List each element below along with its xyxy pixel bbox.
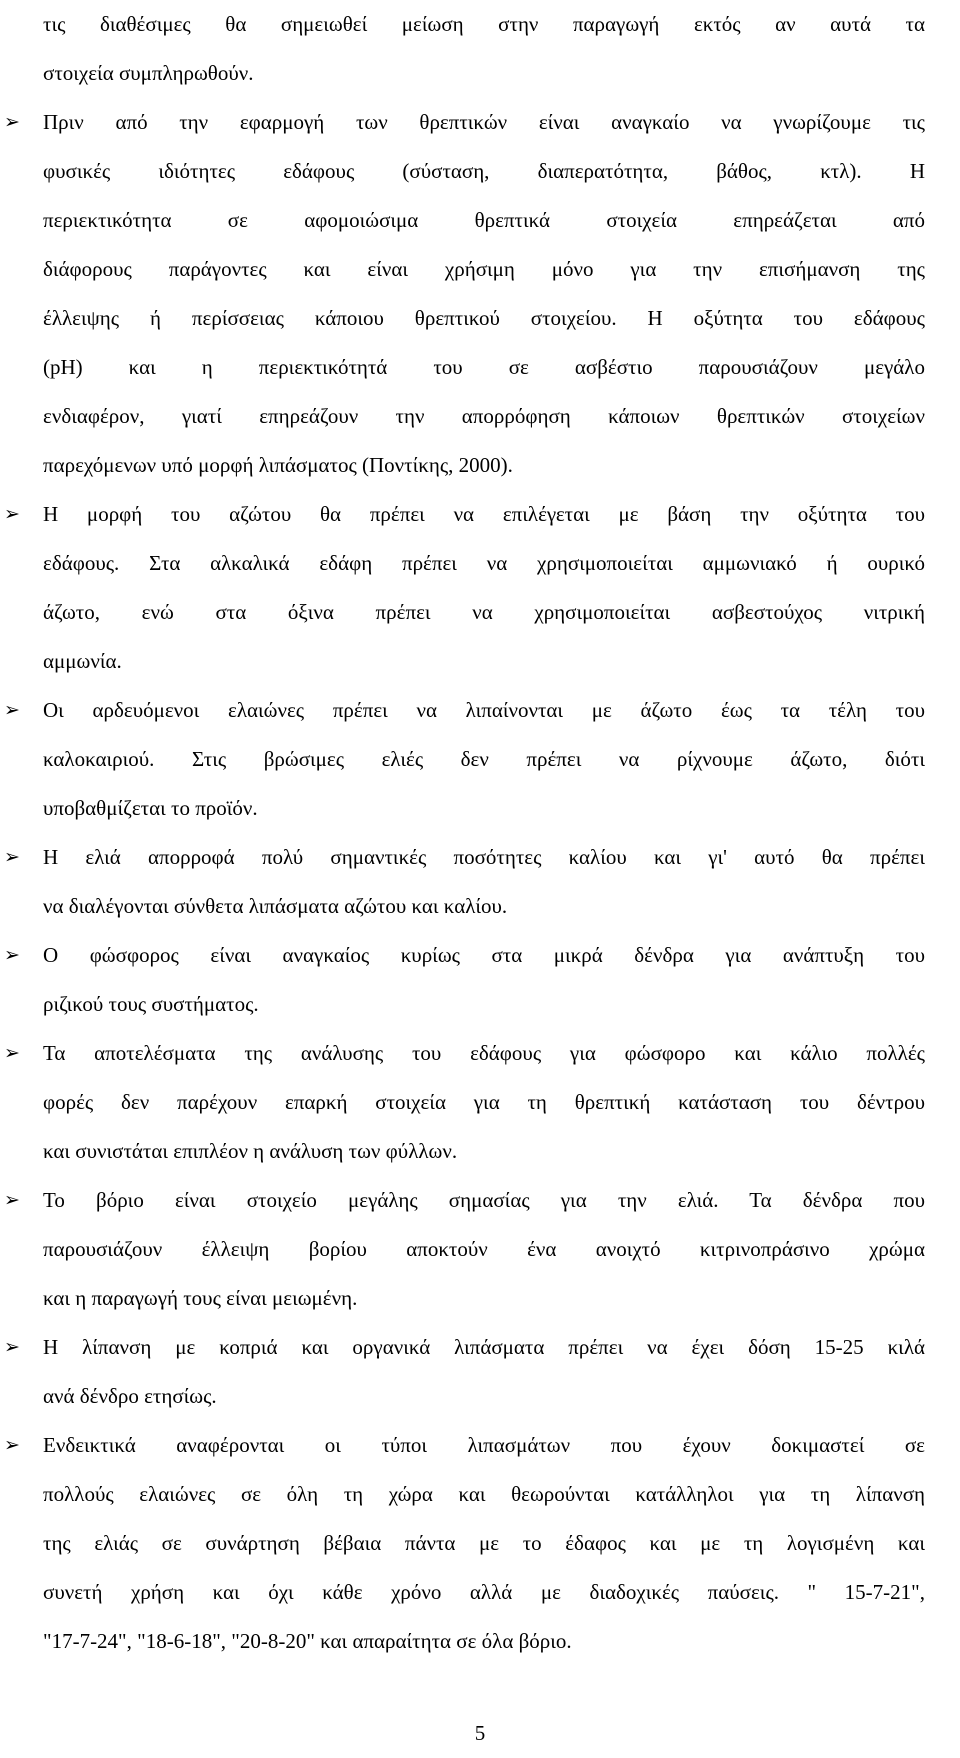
text-line: υποβαθμίζεται το προϊόν. [43,796,258,820]
text-line: ενδιαφέρον, γιατί επηρεάζουν την απορρόφηση κάποιων θρεπτικών στοιχείων [43,404,925,428]
text-line: Ο φώσφορος είναι αναγκαίος κυρίως στα μικρά δένδρα για ανάπτυξη του [43,943,925,967]
text-line: φορές δεν παρέχουν επαρκή στοιχεία για τη θρεπτική κατάσταση του δέντρου [43,1090,925,1114]
text-line: έλλειψης ή περίσσειας κάποιου θρεπτικού στοιχείου. Η οξύτητα του εδάφους [43,306,925,330]
arrow-bullet-icon: ➢ [4,1189,20,1211]
text-line: συνετή χρήση και όχι κάθε χρόνο αλλά με διαδοχικές παύσεις. " 15-7-21", [43,1580,925,1604]
text-line: πολλούς ελαιώνες σε όλη τη χώρα και θεωρούνται κατάλληλοι για τη λίπανση [43,1482,925,1506]
arrow-bullet-icon: ➢ [4,1434,20,1456]
text-line: Η μορφή του αζώτου θα πρέπει να επιλέγεται με βάση την οξύτητα του [43,502,925,526]
text-line: καλοκαιριού. Στις βρώσιμες ελιές δεν πρέπει να ρίχνουμε άζωτο, διότι [43,747,925,771]
arrow-bullet-icon: ➢ [4,699,20,721]
text-line: Ενδεικτικά αναφέρονται οι τύποι λιπασμάτων που έχουν δοκιμαστεί σε [43,1433,925,1457]
text-line: Η ελιά απορροφά πολύ σημαντικές ποσότητες καλίου και γι' αυτό θα πρέπει [43,845,925,869]
text-line: Το βόριο είναι στοιχείο μεγάλης σημασίας για την ελιά. Τα δένδρα που [43,1188,925,1212]
text-line: ριζικού τους συστήματος. [43,992,259,1016]
text-line: περιεκτικότητα σε αφομοιώσιμα θρεπτικά στοιχεία επηρεάζεται από [43,208,925,232]
text-line: να διαλέγονται σύνθετα λιπάσματα αζώτου και καλίου. [43,894,508,918]
text-line: αμμωνία. [43,649,122,673]
arrow-bullet-icon: ➢ [4,1336,20,1358]
text-line: Η λίπανση με κοπριά και οργανικά λιπάσματα πρέπει να έχει δόση 15-25 κιλά [43,1335,925,1359]
arrow-bullet-icon: ➢ [4,111,20,133]
text-line: της ελιάς σε συνάρτηση βέβαια πάντα με το έδαφος και με τη λογισμένη και [43,1531,925,1555]
text-line: και συνιστάται επιπλέον η ανάλυση των φύλλων. [43,1139,458,1163]
arrow-bullet-icon: ➢ [4,503,20,525]
text-line: παρεχόμενων υπό μορφή λιπάσματος (Ποντίκης, 2000). [43,453,513,477]
text-line: στοιχεία συμπληρωθούν. [43,61,254,85]
text-line: ανά δένδρο ετησίως. [43,1384,217,1408]
arrow-bullet-icon: ➢ [4,944,20,966]
text-line: τις διαθέσιμες θα σημειωθεί μείωση στην παραγωγή εκτός αν αυτά τα [43,12,925,36]
text-line: εδάφους. Στα αλκαλικά εδάφη πρέπει να χρησιμοποιείται αμμωνιακό ή ουρικό [43,551,925,575]
text-line: φυσικές ιδιότητες εδάφους (σύσταση, διαπερατότητα, βάθος, κτλ). Η [43,159,925,183]
text-line: Τα αποτελέσματα της ανάλυσης του εδάφους για φώσφορο και κάλιο πολλές [43,1041,925,1065]
page-number: 5 [474,1721,486,1745]
text-line: παρουσιάζουν έλλειψη βορίου αποκτούν ένα ανοιχτό κιτρινοπράσινο χρώμα [43,1237,925,1261]
text-line: "17-7-24", "18-6-18", "20-8-20" και απαραίτητα σε όλα βόριο. [43,1629,572,1653]
arrow-bullet-icon: ➢ [4,1042,20,1064]
text-line: άζωτο, ενώ στα όξινα πρέπει να χρησιμοποιείται ασβεστούχος νιτρική [43,600,925,624]
text-line: (pH) και η περιεκτικότητά του σε ασβέστιο παρουσιάζουν μεγάλο [43,355,925,379]
arrow-bullet-icon: ➢ [4,846,20,868]
text-line: Οι αρδευόμενοι ελαιώνες πρέπει να λιπαίνονται με άζωτο έως τα τέλη του [43,698,925,722]
text-line: διάφορους παράγοντες και είναι χρήσιμη μόνο για την επισήμανση της [43,257,925,281]
text-line: και η παραγωγή τους είναι μειωμένη. [43,1286,358,1310]
text-line: Πριν από την εφαρμογή των θρεπτικών είναι αναγκαίο να γνωρίζουμε τις [43,110,925,134]
